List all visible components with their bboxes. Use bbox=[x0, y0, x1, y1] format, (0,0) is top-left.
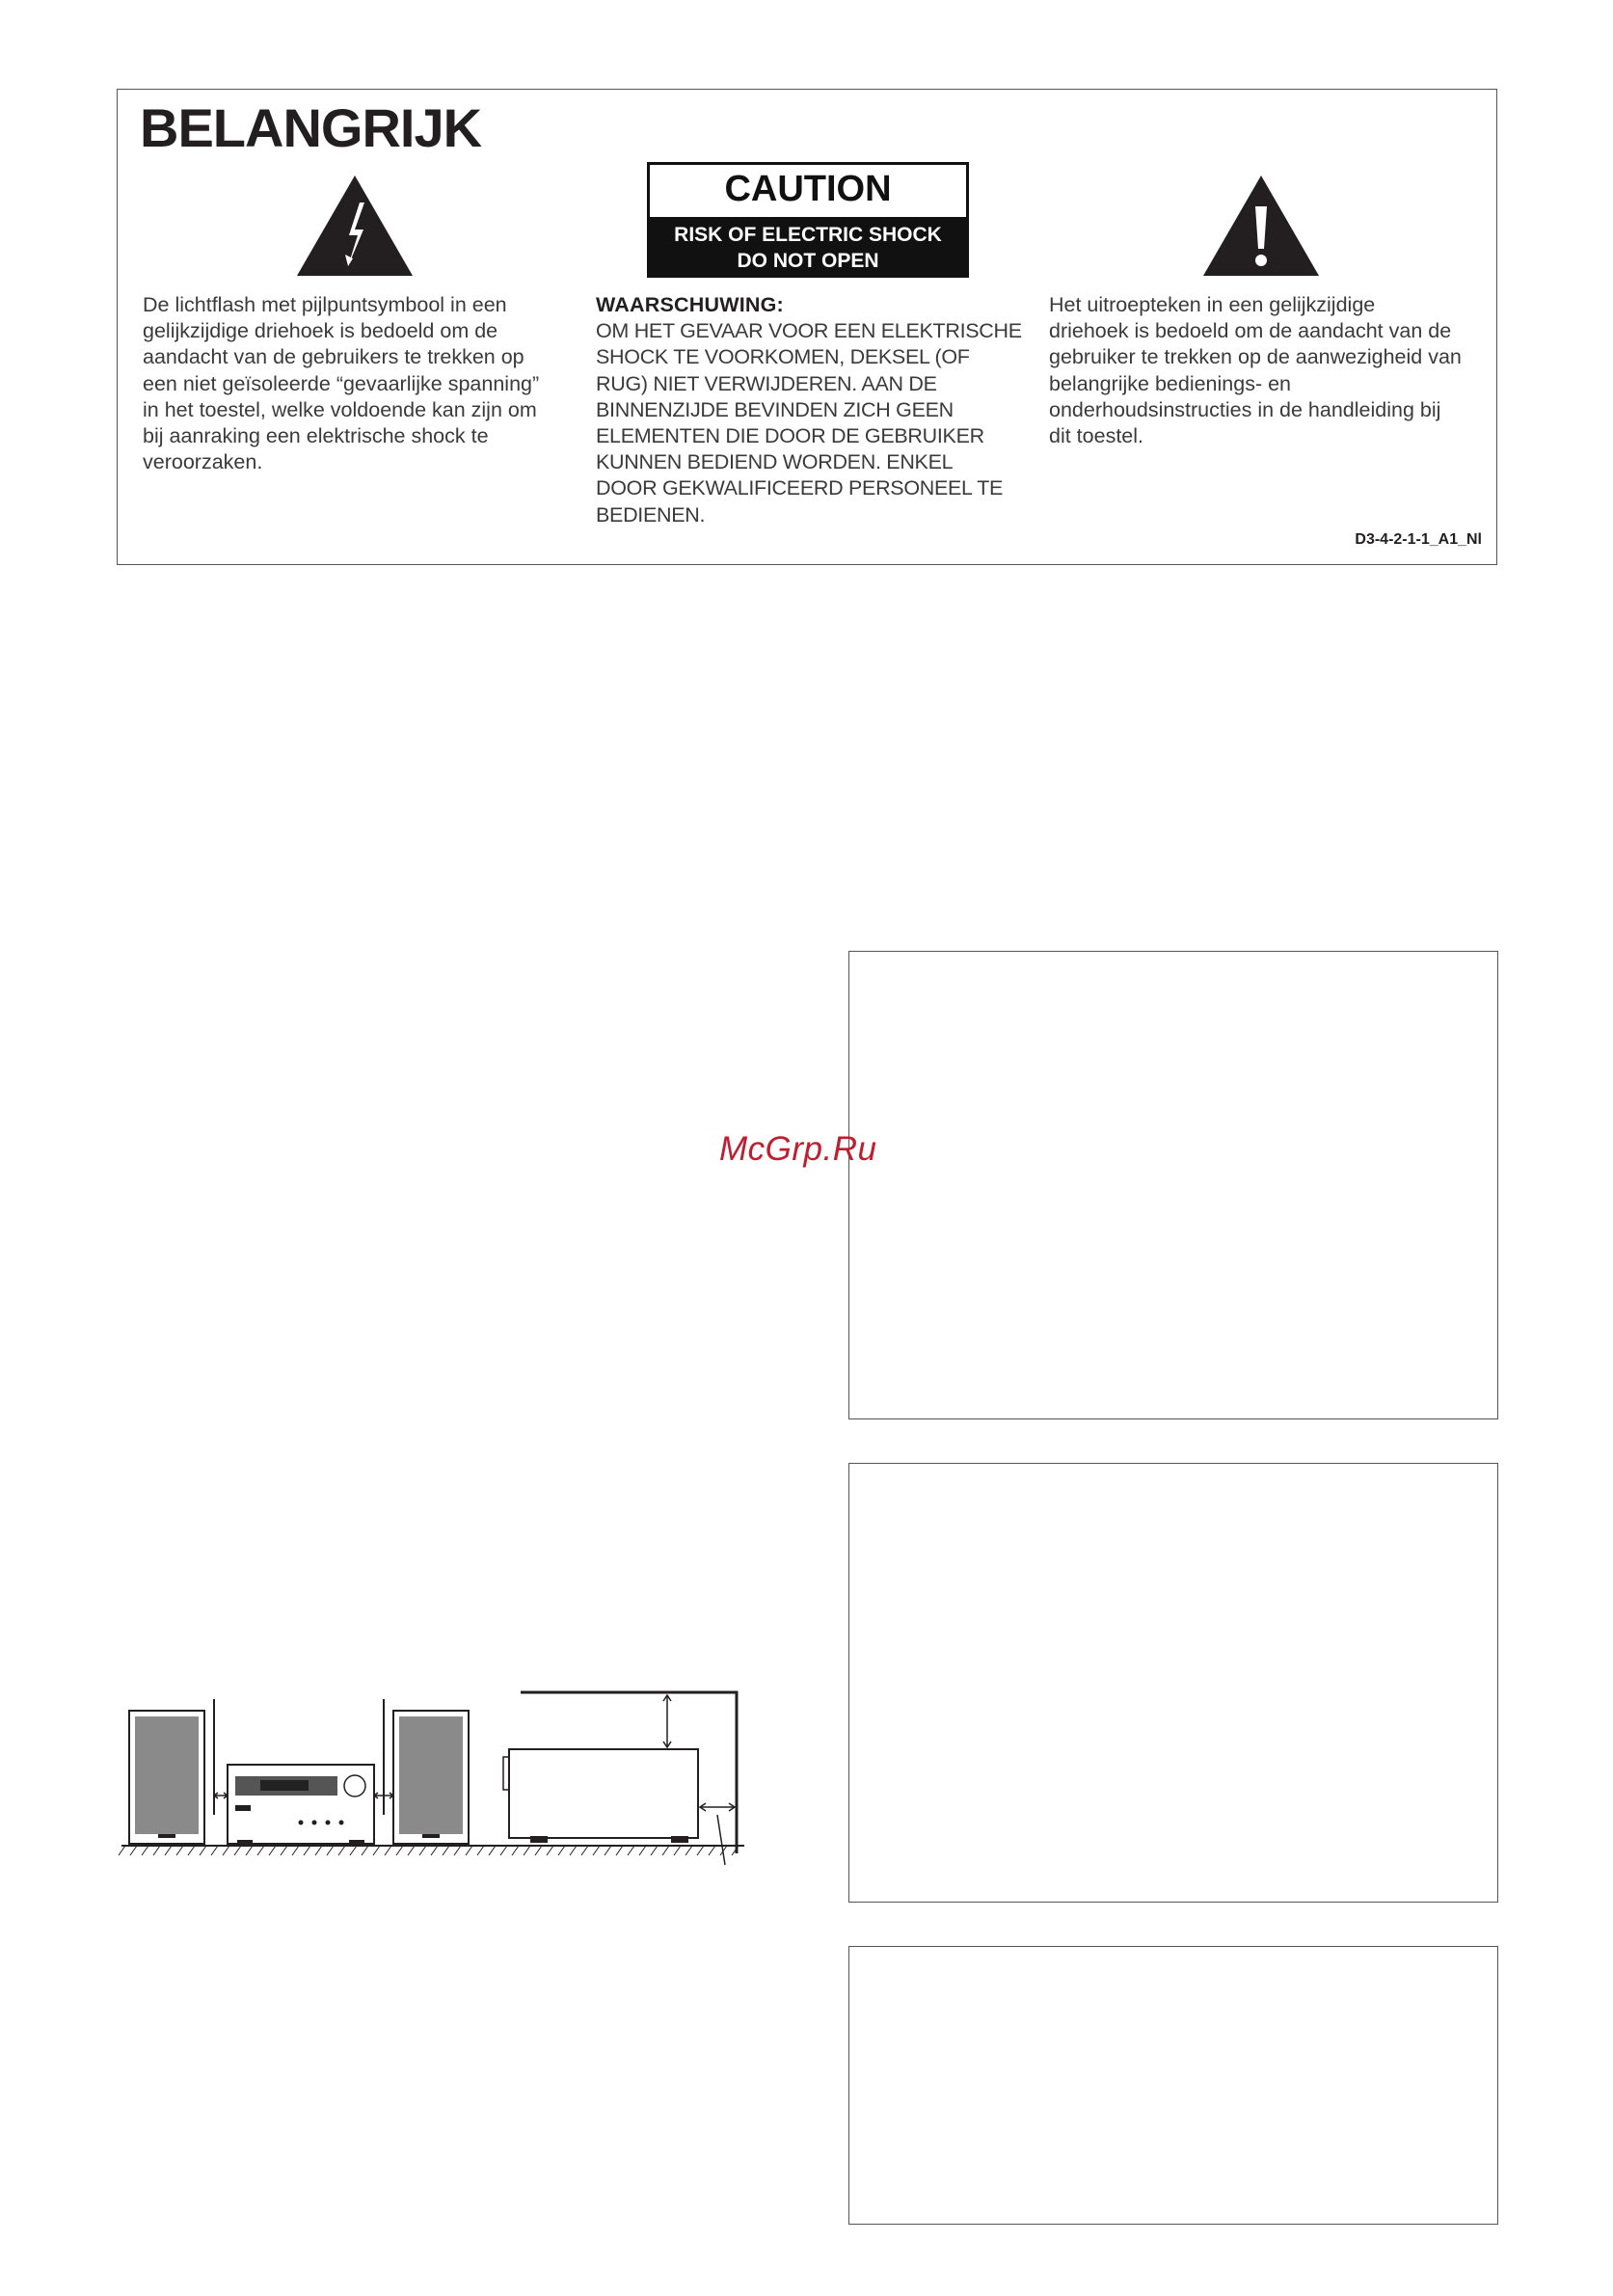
text-line: bij aanraking een elektrische shock te bbox=[143, 424, 489, 448]
unit-side-view bbox=[503, 1692, 737, 1865]
text-line: in het toestel, welke voldoende kan zijn om bbox=[143, 397, 537, 421]
caution-line-2: DO NOT OPEN bbox=[737, 250, 879, 272]
exclamation-explanation bbox=[1049, 292, 1473, 449]
notice-box-1 bbox=[848, 951, 1498, 1419]
exclamation-warning-triangle-icon bbox=[1201, 174, 1321, 278]
warning-heading: WAARSCHUWING: bbox=[596, 293, 784, 316]
text-line: een niet geïsoleerde “gevaarlijke spanning” bbox=[143, 371, 540, 395]
text-line: onderhoudsinstructies in de handleiding bij bbox=[1049, 397, 1441, 421]
text-line: OM HET GEVAAR VOOR EEN ELEKTRISCHE bbox=[596, 319, 1022, 343]
text-line: ELEMENTEN DIE DOOR DE GEBRUIKER bbox=[596, 424, 984, 448]
text-line: gebruiker te trekken op de aanwezigheid van bbox=[1049, 345, 1462, 369]
caution-line-1: RISK OF ELECTRIC SHOCK bbox=[674, 224, 942, 246]
text-line: veroorzaken. bbox=[143, 450, 263, 474]
page-title: BELANGRIJK bbox=[140, 97, 482, 158]
text-line: KUNNEN BEDIEND WORDEN. ENKEL bbox=[596, 450, 954, 474]
watermark: McGrp.Ru bbox=[719, 1130, 877, 1168]
caution-title: CAUTION bbox=[724, 169, 892, 209]
floor bbox=[119, 1846, 744, 1855]
installation-clearance-diagram bbox=[118, 1689, 754, 1873]
text-line: Het uitroepteken in een gelijkzijdige bbox=[1049, 293, 1376, 316]
text-line: RUG) NIET VERWIJDEREN. AAN DE bbox=[596, 371, 937, 395]
lightning-explanation bbox=[143, 292, 567, 475]
text-line: aandacht van de gebruikers te trekken op bbox=[143, 345, 524, 369]
main-unit bbox=[228, 1765, 374, 1845]
text-line: driehoek is bedoeld om de aandacht van de bbox=[1049, 319, 1452, 343]
left-speaker bbox=[129, 1711, 204, 1844]
text-line: gelijkzijdige driehoek is bedoeld om de bbox=[143, 319, 498, 343]
notice-box-3 bbox=[848, 1946, 1498, 2225]
text-line: De lichtflash met pijlpuntsymbool in een bbox=[143, 293, 507, 316]
text-line: belangrijke bedienings- en bbox=[1049, 371, 1292, 395]
lightning-warning-triangle-icon bbox=[295, 174, 415, 278]
notice-box-2 bbox=[848, 1463, 1498, 1903]
text-line: BEDIENEN. bbox=[596, 502, 706, 527]
text-line: DOOR GEKWALIFICEERD PERSONEEL TE bbox=[596, 476, 1004, 500]
caution-band bbox=[650, 217, 966, 278]
text-line: dit toestel. bbox=[1049, 424, 1143, 448]
document-code: D3-4-2-1-1_A1_Nl bbox=[1355, 531, 1482, 548]
text-line: SHOCK TE VOORKOMEN, DEKSEL (OF bbox=[596, 345, 970, 369]
warning-text bbox=[596, 292, 1030, 528]
text-line: BINNENZIJDE BEVINDEN ZICH GEEN bbox=[596, 397, 954, 421]
right-speaker bbox=[393, 1711, 469, 1844]
caution-label bbox=[647, 162, 969, 278]
